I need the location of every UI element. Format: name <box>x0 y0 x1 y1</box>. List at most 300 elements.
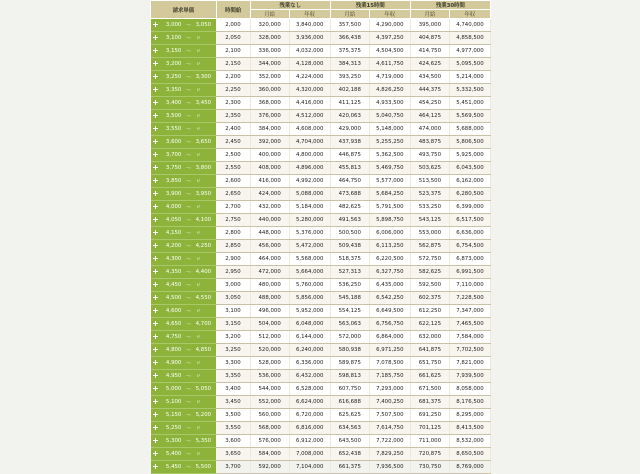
monthly-overtime-15h: 402,188 <box>330 84 369 97</box>
expand-icon-cell[interactable] <box>151 32 161 45</box>
rate-high: 3,300 <box>194 71 217 84</box>
annual-overtime-30h: 6,162,000 <box>449 175 490 188</box>
rate-separator: ～ <box>183 279 193 292</box>
rate-separator: ～ <box>183 175 193 188</box>
plus-icon[interactable] <box>153 61 158 66</box>
rate-low: 3,250 <box>161 71 184 84</box>
rate-low: 4,200 <box>161 240 184 253</box>
annual-no-overtime: 4,224,000 <box>289 71 330 84</box>
monthly-overtime-15h: 411,125 <box>330 97 369 110</box>
table-row <box>151 240 491 253</box>
monthly-overtime-30h: 533,250 <box>410 201 449 214</box>
monthly-overtime-30h: 691,250 <box>410 409 449 422</box>
monthly-overtime-30h: 720,875 <box>410 448 449 461</box>
hourly-wage: 2,400 <box>216 123 250 136</box>
hourly-wage: 2,900 <box>216 253 250 266</box>
monthly-overtime-30h: 464,125 <box>410 110 449 123</box>
plus-icon[interactable] <box>153 230 158 235</box>
annual-no-overtime: 5,568,000 <box>289 253 330 266</box>
plus-icon[interactable] <box>153 178 158 183</box>
expand-icon-cell[interactable] <box>151 266 161 279</box>
expand-icon-cell[interactable] <box>151 58 161 71</box>
monthly-no-overtime: 520,000 <box>250 344 289 357</box>
plus-icon[interactable] <box>153 321 158 326</box>
plus-icon[interactable] <box>153 256 158 261</box>
table-row <box>151 136 491 149</box>
annual-no-overtime: 5,088,000 <box>289 188 330 201</box>
table-row <box>151 435 491 448</box>
rate-separator: ～ <box>183 123 193 136</box>
annual-no-overtime: 6,432,000 <box>289 370 330 383</box>
monthly-no-overtime: 528,000 <box>250 357 289 370</box>
monthly-overtime-30h: 681,375 <box>410 396 449 409</box>
plus-icon[interactable] <box>153 386 158 391</box>
plus-icon[interactable] <box>153 48 158 53</box>
monthly-overtime-30h: 661,625 <box>410 370 449 383</box>
rate-low: 3,350 <box>161 84 184 97</box>
monthly-overtime-15h: 563,063 <box>330 318 369 331</box>
expand-icon-cell[interactable] <box>151 409 161 422</box>
expand-icon-cell[interactable] <box>151 240 161 253</box>
table-row <box>151 227 491 240</box>
expand-icon-cell[interactable] <box>151 279 161 292</box>
annual-no-overtime: 4,992,000 <box>289 175 330 188</box>
rate-separator: ～ <box>183 253 193 266</box>
monthly-no-overtime: 432,000 <box>250 201 289 214</box>
annual-overtime-30h: 7,702,500 <box>449 344 490 357</box>
monthly-overtime-15h: 652,438 <box>330 448 369 461</box>
annual-overtime-30h: 8,650,500 <box>449 448 490 461</box>
hourly-wage: 3,600 <box>216 435 250 448</box>
salary-table-panel <box>150 0 491 471</box>
hourly-wage: 2,200 <box>216 71 250 84</box>
monthly-overtime-30h: 602,375 <box>410 292 449 305</box>
plus-icon[interactable] <box>153 87 158 92</box>
annual-overtime-30h: 6,399,000 <box>449 201 490 214</box>
monthly-overtime-30h: 711,000 <box>410 435 449 448</box>
monthly-no-overtime: 504,000 <box>250 318 289 331</box>
rate-low: 4,600 <box>161 305 184 318</box>
annual-no-overtime: 5,952,000 <box>289 305 330 318</box>
rate-low: 3,750 <box>161 162 184 175</box>
monthly-overtime-15h: 536,250 <box>330 279 369 292</box>
expand-icon-cell[interactable] <box>151 45 161 58</box>
rate-separator: ～ <box>183 266 193 279</box>
expand-icon-cell[interactable] <box>151 136 161 149</box>
hourly-wage: 3,250 <box>216 344 250 357</box>
rate-separator: ～ <box>183 110 193 123</box>
annual-overtime-30h: 6,873,000 <box>449 253 490 266</box>
monthly-no-overtime: 376,000 <box>250 110 289 123</box>
rate-low: 3,550 <box>161 123 184 136</box>
hourly-wage: 2,850 <box>216 240 250 253</box>
monthly-overtime-15h: 634,563 <box>330 422 369 435</box>
rate-high: 3,800 <box>194 162 217 175</box>
annual-overtime-30h: 8,532,000 <box>449 435 490 448</box>
hourly-wage: 2,600 <box>216 175 250 188</box>
table-body <box>151 19 491 474</box>
hourly-wage: 3,300 <box>216 357 250 370</box>
hourly-wage: 2,000 <box>216 19 250 32</box>
annual-no-overtime: 6,240,000 <box>289 344 330 357</box>
monthly-overtime-30h: 454,250 <box>410 97 449 110</box>
expand-icon-cell[interactable] <box>151 396 161 409</box>
plus-icon[interactable] <box>153 438 158 443</box>
monthly-overtime-30h: 444,375 <box>410 84 449 97</box>
hourly-wage: 3,050 <box>216 292 250 305</box>
expand-icon-cell[interactable] <box>151 370 161 383</box>
expand-icon-cell[interactable] <box>151 383 161 396</box>
expand-icon-cell[interactable] <box>151 162 161 175</box>
expand-icon-cell[interactable] <box>151 84 161 97</box>
monthly-overtime-15h: 589,875 <box>330 357 369 370</box>
hourly-wage: 2,550 <box>216 162 250 175</box>
rate-low: 3,100 <box>161 32 184 45</box>
annual-overtime-30h: 8,769,000 <box>449 461 490 474</box>
plus-icon[interactable] <box>153 243 158 248</box>
rate-separator: ～ <box>183 97 193 110</box>
hourly-wage: 2,350 <box>216 110 250 123</box>
monthly-no-overtime: 488,000 <box>250 292 289 305</box>
expand-icon-cell[interactable] <box>151 305 161 318</box>
rate-low: 4,000 <box>161 201 184 214</box>
monthly-no-overtime: 496,000 <box>250 305 289 318</box>
table-row <box>151 19 491 32</box>
annual-overtime-15h: 6,971,250 <box>369 344 410 357</box>
annual-overtime-15h: 6,006,000 <box>369 227 410 240</box>
rate-low: 5,300 <box>161 435 184 448</box>
rate-high: 〃 <box>194 32 217 45</box>
annual-overtime-30h: 4,858,500 <box>449 32 490 45</box>
plus-icon[interactable] <box>153 139 158 144</box>
annual-no-overtime: 4,608,000 <box>289 123 330 136</box>
table-row <box>151 84 491 97</box>
plus-icon[interactable] <box>153 347 158 352</box>
monthly-overtime-30h: 641,875 <box>410 344 449 357</box>
table-row <box>151 357 491 370</box>
annual-no-overtime: 7,104,000 <box>289 461 330 474</box>
monthly-overtime-15h: 357,500 <box>330 19 369 32</box>
table-row <box>151 201 491 214</box>
monthly-overtime-15h: 366,438 <box>330 32 369 45</box>
hourly-wage: 3,500 <box>216 409 250 422</box>
annual-overtime-15h: 7,185,750 <box>369 370 410 383</box>
expand-icon-cell[interactable] <box>151 422 161 435</box>
table-row <box>151 58 491 71</box>
rate-separator: ～ <box>183 84 193 97</box>
plus-icon[interactable] <box>153 360 158 365</box>
rate-separator: ～ <box>183 201 193 214</box>
expand-icon-cell[interactable] <box>151 149 161 162</box>
rate-high: 4,100 <box>194 214 217 227</box>
expand-icon-cell[interactable] <box>151 110 161 123</box>
table-row <box>151 370 491 383</box>
annual-overtime-15h: 4,290,000 <box>369 19 410 32</box>
plus-icon[interactable] <box>153 217 158 222</box>
annual-no-overtime: 5,280,000 <box>289 214 330 227</box>
annual-overtime-30h: 7,584,000 <box>449 331 490 344</box>
rate-low: 5,450 <box>161 461 184 474</box>
rate-high: 〃 <box>194 448 217 461</box>
hourly-wage: 2,800 <box>216 227 250 240</box>
monthly-no-overtime: 560,000 <box>250 409 289 422</box>
monthly-overtime-15h: 437,938 <box>330 136 369 149</box>
plus-icon[interactable] <box>153 126 158 131</box>
annual-overtime-30h: 8,058,000 <box>449 383 490 396</box>
annual-overtime-15h: 5,577,000 <box>369 175 410 188</box>
annual-overtime-30h: 7,110,000 <box>449 279 490 292</box>
subheader-annual: 年収 <box>289 10 330 19</box>
annual-no-overtime: 6,048,000 <box>289 318 330 331</box>
expand-icon-cell[interactable] <box>151 344 161 357</box>
annual-overtime-15h: 6,220,500 <box>369 253 410 266</box>
monthly-overtime-30h: 513,500 <box>410 175 449 188</box>
expand-icon-cell[interactable] <box>151 71 161 84</box>
annual-overtime-30h: 7,821,000 <box>449 357 490 370</box>
rate-separator: ～ <box>183 422 193 435</box>
plus-icon[interactable] <box>153 152 158 157</box>
monthly-overtime-15h: 580,938 <box>330 344 369 357</box>
hourly-wage: 3,000 <box>216 279 250 292</box>
plus-icon[interactable] <box>153 269 158 274</box>
monthly-no-overtime: 408,000 <box>250 162 289 175</box>
table-row <box>151 188 491 201</box>
annual-overtime-15h: 5,791,500 <box>369 201 410 214</box>
expand-icon-cell[interactable] <box>151 188 161 201</box>
hourly-wage: 3,450 <box>216 396 250 409</box>
hourly-wage: 3,550 <box>216 422 250 435</box>
expand-icon-cell[interactable] <box>151 461 161 474</box>
annual-no-overtime: 3,936,000 <box>289 32 330 45</box>
rate-low: 3,700 <box>161 149 184 162</box>
rate-separator: ～ <box>183 357 193 370</box>
group-header-overtime-15h: 残業15時間 <box>330 1 410 10</box>
rate-high: 5,050 <box>194 383 217 396</box>
annual-no-overtime: 4,896,000 <box>289 162 330 175</box>
rate-low: 4,800 <box>161 344 184 357</box>
expand-icon-cell[interactable] <box>151 201 161 214</box>
hourly-wage: 2,150 <box>216 58 250 71</box>
plus-icon[interactable] <box>153 100 158 105</box>
expand-icon-cell[interactable] <box>151 448 161 461</box>
table-row <box>151 305 491 318</box>
hourly-header: 時間給 <box>216 1 250 19</box>
expand-icon-cell[interactable] <box>151 123 161 136</box>
monthly-overtime-30h: 562,875 <box>410 240 449 253</box>
subheader-annual: 年収 <box>449 10 490 19</box>
monthly-overtime-15h: 446,875 <box>330 149 369 162</box>
monthly-overtime-15h: 482,625 <box>330 201 369 214</box>
monthly-overtime-15h: 554,125 <box>330 305 369 318</box>
annual-overtime-15h: 7,078,500 <box>369 357 410 370</box>
table-row <box>151 123 491 136</box>
table-row <box>151 448 491 461</box>
monthly-overtime-30h: 395,000 <box>410 19 449 32</box>
expand-icon-cell[interactable] <box>151 227 161 240</box>
expand-icon-cell[interactable] <box>151 97 161 110</box>
annual-overtime-15h: 6,113,250 <box>369 240 410 253</box>
monthly-overtime-30h: 523,375 <box>410 188 449 201</box>
monthly-overtime-15h: 384,313 <box>330 58 369 71</box>
expand-icon-cell[interactable] <box>151 435 161 448</box>
plus-icon[interactable] <box>153 464 158 469</box>
annual-no-overtime: 4,128,000 <box>289 58 330 71</box>
expand-icon-cell[interactable] <box>151 318 161 331</box>
annual-overtime-30h: 7,347,000 <box>449 305 490 318</box>
annual-overtime-15h: 6,542,250 <box>369 292 410 305</box>
rate-high: 3,650 <box>194 136 217 149</box>
expand-icon-cell[interactable] <box>151 19 161 32</box>
rate-high: 〃 <box>194 396 217 409</box>
annual-overtime-15h: 4,397,250 <box>369 32 410 45</box>
rate-high: 〃 <box>194 175 217 188</box>
rate-low: 3,900 <box>161 188 184 201</box>
plus-icon[interactable] <box>153 113 158 118</box>
rate-low: 4,350 <box>161 266 184 279</box>
rate-separator: ～ <box>183 448 193 461</box>
monthly-overtime-15h: 643,500 <box>330 435 369 448</box>
subheader-annual: 年収 <box>369 10 410 19</box>
table-row <box>151 214 491 227</box>
annual-overtime-30h: 6,517,500 <box>449 214 490 227</box>
plus-icon[interactable] <box>153 451 158 456</box>
rate-high: 4,850 <box>194 344 217 357</box>
table-row <box>151 149 491 162</box>
annual-no-overtime: 4,704,000 <box>289 136 330 149</box>
subheader-monthly: 月給 <box>410 10 449 19</box>
rate-separator: ～ <box>183 58 193 71</box>
rate-low: 3,500 <box>161 110 184 123</box>
table-row <box>151 396 491 409</box>
annual-overtime-15h: 7,293,000 <box>369 383 410 396</box>
plus-icon[interactable] <box>153 282 158 287</box>
annual-no-overtime: 3,840,000 <box>289 19 330 32</box>
hourly-wage: 3,650 <box>216 448 250 461</box>
plus-icon[interactable] <box>153 373 158 378</box>
plus-icon[interactable] <box>153 35 158 40</box>
expand-icon-cell[interactable] <box>151 214 161 227</box>
annual-overtime-30h: 8,176,500 <box>449 396 490 409</box>
plus-icon[interactable] <box>153 165 158 170</box>
hourly-wage: 2,500 <box>216 149 250 162</box>
rate-low: 3,150 <box>161 45 184 58</box>
annual-overtime-30h: 5,332,500 <box>449 84 490 97</box>
hourly-wage: 3,350 <box>216 370 250 383</box>
monthly-overtime-15h: 661,375 <box>330 461 369 474</box>
rate-low: 3,000 <box>161 19 184 32</box>
monthly-overtime-30h: 671,500 <box>410 383 449 396</box>
annual-no-overtime: 5,184,000 <box>289 201 330 214</box>
rate-separator: ～ <box>183 396 193 409</box>
plus-icon[interactable] <box>153 22 158 27</box>
rate-high: 〃 <box>194 201 217 214</box>
table-row <box>151 422 491 435</box>
annual-overtime-15h: 7,936,500 <box>369 461 410 474</box>
plus-icon[interactable] <box>153 204 158 209</box>
plus-icon[interactable] <box>153 334 158 339</box>
annual-overtime-30h: 5,806,500 <box>449 136 490 149</box>
rate-separator: ～ <box>183 344 193 357</box>
annual-overtime-15h: 5,898,750 <box>369 214 410 227</box>
rate-low: 4,650 <box>161 318 184 331</box>
annual-overtime-15h: 4,933,500 <box>369 97 410 110</box>
plus-icon[interactable] <box>153 425 158 430</box>
rate-high: 〃 <box>194 253 217 266</box>
expand-icon-cell[interactable] <box>151 357 161 370</box>
expand-icon-cell[interactable] <box>151 253 161 266</box>
rate-separator: ～ <box>183 188 193 201</box>
expand-icon-cell[interactable] <box>151 331 161 344</box>
monthly-overtime-30h: 483,875 <box>410 136 449 149</box>
table-row <box>151 344 491 357</box>
monthly-no-overtime: 512,000 <box>250 331 289 344</box>
plus-icon[interactable] <box>153 74 158 79</box>
rate-low: 5,000 <box>161 383 184 396</box>
rate-high: 〃 <box>194 149 217 162</box>
annual-overtime-15h: 6,864,000 <box>369 331 410 344</box>
plus-icon[interactable] <box>153 191 158 196</box>
annual-overtime-30h: 7,939,500 <box>449 370 490 383</box>
rate-low: 3,200 <box>161 58 184 71</box>
monthly-no-overtime: 400,000 <box>250 149 289 162</box>
monthly-overtime-30h: 632,000 <box>410 331 449 344</box>
monthly-no-overtime: 392,000 <box>250 136 289 149</box>
annual-overtime-30h: 7,465,500 <box>449 318 490 331</box>
annual-overtime-15h: 5,362,500 <box>369 149 410 162</box>
monthly-overtime-15h: 509,438 <box>330 240 369 253</box>
annual-overtime-15h: 6,756,750 <box>369 318 410 331</box>
plus-icon[interactable] <box>153 295 158 300</box>
annual-no-overtime: 5,760,000 <box>289 279 330 292</box>
group-header-overtime-30h: 残業30時間 <box>410 1 490 10</box>
plus-icon[interactable] <box>153 399 158 404</box>
salary-table <box>150 0 491 474</box>
annual-no-overtime: 5,664,000 <box>289 266 330 279</box>
annual-overtime-30h: 8,413,500 <box>449 422 490 435</box>
expand-icon-cell[interactable] <box>151 175 161 188</box>
monthly-overtime-30h: 592,500 <box>410 279 449 292</box>
hourly-wage: 3,100 <box>216 305 250 318</box>
hourly-wage: 2,700 <box>216 201 250 214</box>
rate-separator: ～ <box>183 331 193 344</box>
monthly-overtime-15h: 429,000 <box>330 123 369 136</box>
rate-low: 5,150 <box>161 409 184 422</box>
rate-low: 4,900 <box>161 357 184 370</box>
table-row <box>151 162 491 175</box>
monthly-overtime-30h: 572,750 <box>410 253 449 266</box>
monthly-no-overtime: 472,000 <box>250 266 289 279</box>
rate-high: 〃 <box>194 357 217 370</box>
expand-icon-cell[interactable] <box>151 292 161 305</box>
rate-low: 4,450 <box>161 279 184 292</box>
plus-icon[interactable] <box>153 412 158 417</box>
rate-low: 4,050 <box>161 214 184 227</box>
plus-icon[interactable] <box>153 308 158 313</box>
annual-no-overtime: 4,416,000 <box>289 97 330 110</box>
monthly-overtime-15h: 616,688 <box>330 396 369 409</box>
rate-low: 3,600 <box>161 136 184 149</box>
annual-overtime-30h: 6,991,500 <box>449 266 490 279</box>
rate-high: 4,250 <box>194 240 217 253</box>
annual-overtime-30h: 4,740,000 <box>449 19 490 32</box>
hourly-wage: 2,250 <box>216 84 250 97</box>
rate-high: 〃 <box>194 422 217 435</box>
monthly-no-overtime: 592,000 <box>250 461 289 474</box>
annual-overtime-30h: 6,280,500 <box>449 188 490 201</box>
monthly-no-overtime: 544,000 <box>250 383 289 396</box>
rate-high: 〃 <box>194 58 217 71</box>
monthly-overtime-30h: 434,500 <box>410 71 449 84</box>
